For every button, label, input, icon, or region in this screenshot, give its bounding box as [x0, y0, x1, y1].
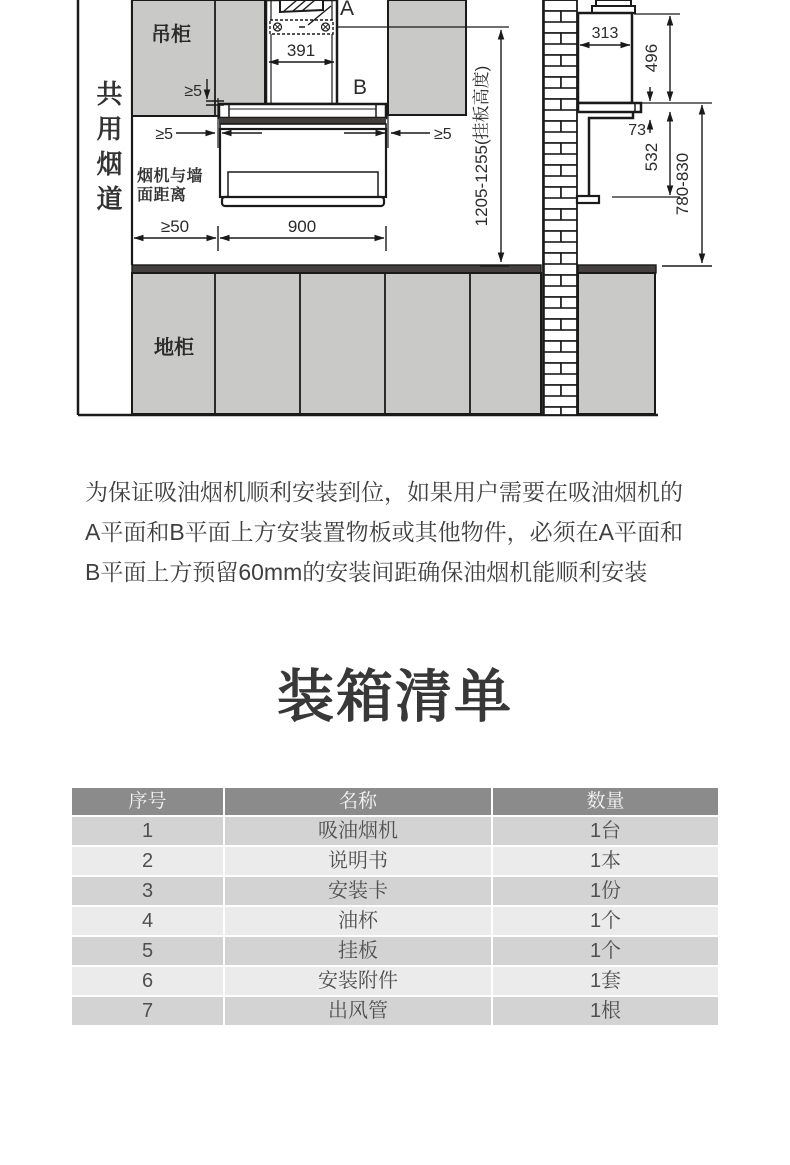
cell-name: 安装卡 [225, 877, 491, 905]
packing-list-title: 装箱清单 [277, 665, 513, 729]
plane-b-label: B [353, 76, 368, 99]
hang-plate [270, 20, 333, 34]
dim-hood-width [220, 217, 386, 251]
dim-left-gap-label: ≥5 [155, 126, 173, 143]
wall-cabinet-right [388, 0, 466, 115]
cell-index: 3 [72, 877, 223, 905]
install-note-line: 为保证吸油烟机顺利安装到位，如果用户需要在吸油烟机的 [85, 479, 683, 505]
table-row [72, 817, 718, 845]
dim-duct-width-label: 391 [286, 41, 316, 60]
dim-plate-step-label: 73 [628, 122, 646, 139]
dim-wall-clearance [134, 217, 218, 251]
col-header-name: 名称 [225, 788, 491, 815]
cell-index: 4 [72, 907, 223, 935]
plane-a-label: A [340, 0, 355, 20]
table-row [72, 967, 718, 995]
cell-qty: 1台 [493, 817, 718, 845]
col-header-qty: 数量 [493, 788, 718, 815]
packing-list-table [72, 788, 718, 1027]
install-note [85, 472, 735, 592]
duct-stub-front [280, 0, 323, 12]
installation-diagram [0, 0, 790, 420]
cell-qty: 1套 [493, 967, 718, 995]
cell-qty: 1本 [493, 847, 718, 875]
wall-cabinet-label: 吊柜 [151, 24, 191, 46]
dim-chimney-height [642, 16, 670, 101]
install-note-line: B平面上方预留60mm的安装间距确保油烟机能顺利安装 [85, 559, 648, 585]
hood-body-front [219, 104, 386, 206]
cell-qty: 1份 [493, 877, 718, 905]
table-header [72, 788, 718, 815]
brick-wall [543, 0, 577, 415]
install-note-line: A平面和B平面上方安装置物板或其他物件，必须在A平面和 [85, 519, 684, 545]
cell-name: 出风管 [225, 997, 491, 1025]
cell-qty: 1根 [493, 997, 718, 1025]
cell-index: 7 [72, 997, 223, 1025]
cell-index: 2 [72, 847, 223, 875]
dim-wall-clearance-label: ≥50 [160, 217, 190, 236]
dim-hood-width-label: 900 [287, 217, 317, 236]
base-cabinet-side [578, 265, 656, 414]
dim-top-gap-label: ≥5 [184, 83, 202, 100]
cell-name: 安装附件 [225, 967, 491, 995]
shared-flue-label: 共用烟道 [93, 80, 123, 220]
dim-install-height [673, 105, 702, 263]
cell-name: 油杯 [225, 907, 491, 935]
table-row [72, 907, 718, 935]
dim-install-height-label: 780-830 [673, 152, 692, 216]
table-row [72, 937, 718, 965]
table-row [72, 847, 718, 875]
cell-qty: 1个 [493, 937, 718, 965]
dim-body-height-label: 532 [642, 142, 661, 172]
cell-name: 吸油烟机 [225, 817, 491, 845]
table-row [72, 877, 718, 905]
side-view [543, 0, 712, 415]
dim-right-gap-label: ≥5 [434, 126, 452, 143]
duct-stub-side [592, 0, 635, 13]
table-row [72, 997, 718, 1025]
dim-body-height [642, 112, 670, 195]
dim-hang-plate-height [472, 30, 509, 266]
dim-chimney-height-label: 496 [642, 43, 661, 73]
cell-index: 6 [72, 967, 223, 995]
cell-index: 1 [72, 817, 223, 845]
cell-qty: 1个 [493, 907, 718, 935]
hood-body-side [577, 103, 641, 203]
cell-name: 说明书 [225, 847, 491, 875]
hood-wall-distance-label: 烟机与墙面距离 [137, 168, 204, 204]
base-cabinet-label: 地柜 [154, 337, 194, 359]
dim-top-depth-label: 313 [591, 25, 619, 42]
dim-hang-plate-height-label: 1205-1255(挂板高度) [472, 65, 491, 227]
table-body [72, 817, 718, 1025]
cell-name: 挂板 [225, 937, 491, 965]
cell-index: 5 [72, 937, 223, 965]
col-header-index: 序号 [72, 788, 223, 815]
